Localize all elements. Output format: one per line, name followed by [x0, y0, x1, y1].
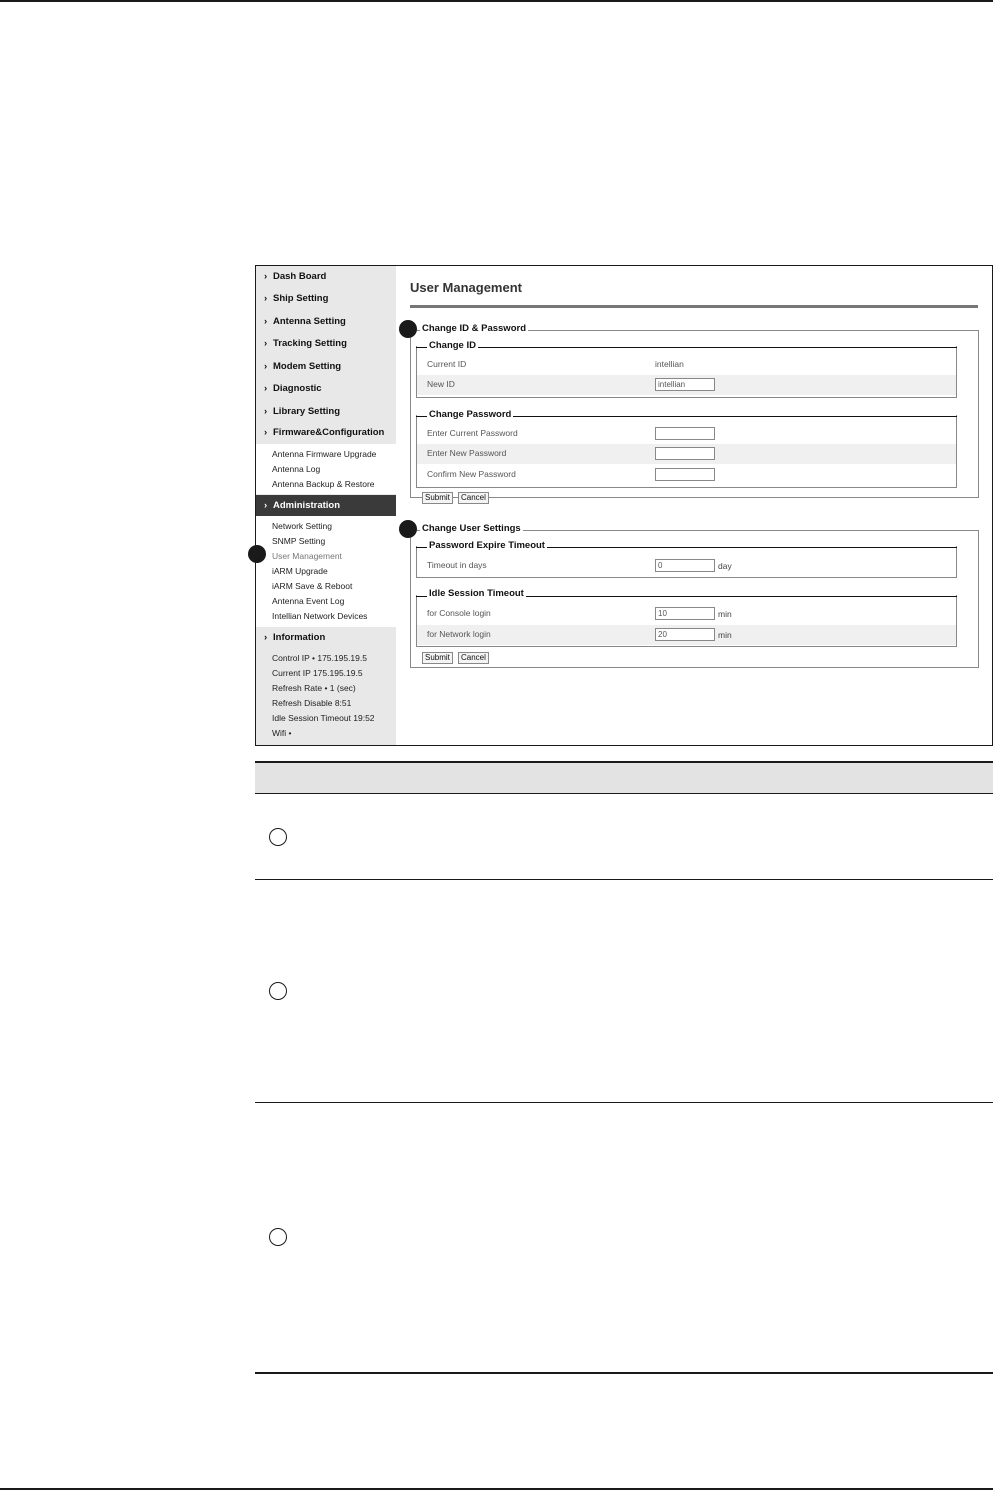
confirm-password-row [417, 465, 956, 485]
page-title: User Management [410, 280, 522, 295]
confirm-password-input[interactable] [655, 468, 715, 481]
submit-button[interactable]: Submit [422, 492, 453, 504]
nav-modem-setting[interactable] [256, 357, 396, 377]
new-password-row [417, 444, 956, 464]
console-login-row [417, 604, 956, 624]
nav-user-management[interactable]: User Management [272, 551, 342, 561]
timeout-days-unit: day [718, 561, 732, 571]
timeout-days-input[interactable]: 0 [655, 559, 715, 572]
callout-marker [269, 828, 287, 846]
nav-library-setting[interactable] [256, 402, 396, 422]
nav-antenna-setting[interactable] [256, 312, 396, 332]
current-password-row [417, 424, 956, 444]
nav-administration[interactable] [256, 495, 396, 516]
chevron-right-icon: › [264, 338, 268, 349]
confirm-password-label: Confirm New Password [427, 469, 516, 479]
table-bottom-rule [255, 1372, 993, 1374]
change-id-legend: Change ID [429, 340, 476, 351]
nav-label: Information [273, 632, 326, 643]
network-login-row [417, 625, 956, 645]
chevron-right-icon: › [264, 271, 268, 282]
console-login-unit: min [718, 609, 732, 619]
change-id-password-legend: Change ID & Password [422, 323, 526, 334]
nav-label: Administration [273, 500, 341, 511]
new-id-row [417, 375, 956, 395]
info-refresh-rate: Refresh Rate • 1 (sec) [272, 683, 356, 693]
nav-firmware-configuration[interactable] [256, 423, 396, 443]
nav-ship-setting[interactable] [256, 289, 396, 309]
current-password-label: Enter Current Password [427, 428, 518, 438]
change-password-legend: Change Password [429, 409, 512, 420]
current-id-label: Current ID [427, 359, 467, 369]
callout-marker [269, 982, 287, 1000]
info-wifi: Wifi • [272, 728, 292, 738]
new-password-input[interactable] [655, 447, 715, 460]
nav-label: Library Setting [273, 406, 341, 417]
chevron-right-icon: › [264, 406, 268, 417]
sidebar [256, 266, 396, 745]
nav-dash-board[interactable] [256, 267, 396, 287]
change-id-rule [416, 347, 957, 348]
table-row-divider [255, 879, 993, 880]
table-row-divider [255, 1102, 993, 1103]
nav-intellian-network-devices[interactable]: Intellian Network Devices [272, 611, 368, 621]
chevron-right-icon: › [264, 632, 268, 643]
console-login-input[interactable]: 10 [655, 607, 715, 620]
nav-antenna-backup-restore[interactable]: Antenna Backup & Restore [272, 479, 375, 489]
network-login-input[interactable]: 20 [655, 628, 715, 641]
page-top-rule [0, 0, 993, 2]
network-login-unit: min [718, 630, 732, 640]
nav-label: Tracking Setting [273, 338, 347, 349]
info-idle-session-timeout: Idle Session Timeout 19:52 [272, 713, 375, 723]
password-expire-legend: Password Expire Timeout [429, 540, 545, 551]
nav-iarm-upgrade[interactable]: iARM Upgrade [272, 566, 328, 576]
new-password-label: Enter New Password [427, 448, 507, 458]
table-header [255, 761, 993, 794]
current-password-input[interactable] [655, 427, 715, 440]
nav-snmp-setting[interactable]: SNMP Setting [272, 536, 326, 546]
console-login-label: for Console login [427, 608, 491, 618]
nav-antenna-event-log[interactable]: Antenna Event Log [272, 596, 345, 606]
chevron-right-icon: › [264, 361, 268, 372]
page-bottom-rule [0, 1488, 993, 1490]
cancel-button[interactable]: Cancel [458, 492, 489, 504]
new-id-input[interactable]: intellian [655, 378, 715, 391]
nav-label: Antenna Setting [273, 316, 346, 327]
callout-marker [269, 1228, 287, 1246]
chevron-right-icon: › [264, 383, 268, 394]
nav-label: Ship Setting [273, 293, 329, 304]
chevron-right-icon: › [264, 500, 268, 511]
change-user-settings-legend: Change User Settings [422, 523, 521, 534]
cancel-button[interactable]: Cancel [458, 652, 489, 664]
callout-marker [399, 320, 417, 338]
nav-label: Dash Board [273, 271, 327, 282]
nav-information[interactable] [256, 628, 396, 648]
nav-label: Diagnostic [273, 383, 322, 394]
timeout-days-row [417, 556, 956, 576]
chevron-right-icon: › [264, 427, 268, 438]
callout-marker [399, 520, 417, 538]
nav-antenna-log[interactable]: Antenna Log [272, 464, 321, 474]
chevron-right-icon: › [264, 316, 268, 327]
chevron-right-icon: › [264, 293, 268, 304]
nav-tracking-setting[interactable] [256, 334, 396, 354]
nav-network-setting[interactable]: Network Setting [272, 521, 332, 531]
new-id-label: New ID [427, 379, 455, 389]
title-divider [410, 305, 978, 308]
network-login-label: for Network login [427, 629, 491, 639]
idle-session-legend: Idle Session Timeout [429, 588, 524, 599]
nav-diagnostic[interactable] [256, 379, 396, 399]
nav-iarm-save-reboot[interactable]: iARM Save & Reboot [272, 581, 353, 591]
timeout-days-label: Timeout in days [427, 560, 487, 570]
info-control-ip: Control IP • 175.195.19.5 [272, 653, 367, 663]
web-ui-screenshot [255, 265, 993, 746]
main-content [397, 266, 992, 745]
current-id-value: intellian [655, 359, 684, 369]
current-id-row [417, 355, 956, 375]
info-current-ip: Current IP 175.195.19.5 [272, 668, 363, 678]
callout-marker [248, 545, 266, 563]
nav-label: Firmware&Configuration [273, 427, 385, 438]
info-refresh-disable: Refresh Disable 8:51 [272, 698, 352, 708]
nav-label: Modem Setting [273, 361, 342, 372]
submit-button[interactable]: Submit [422, 652, 453, 664]
nav-antenna-firmware-upgrade[interactable]: Antenna Firmware Upgrade [272, 449, 377, 459]
